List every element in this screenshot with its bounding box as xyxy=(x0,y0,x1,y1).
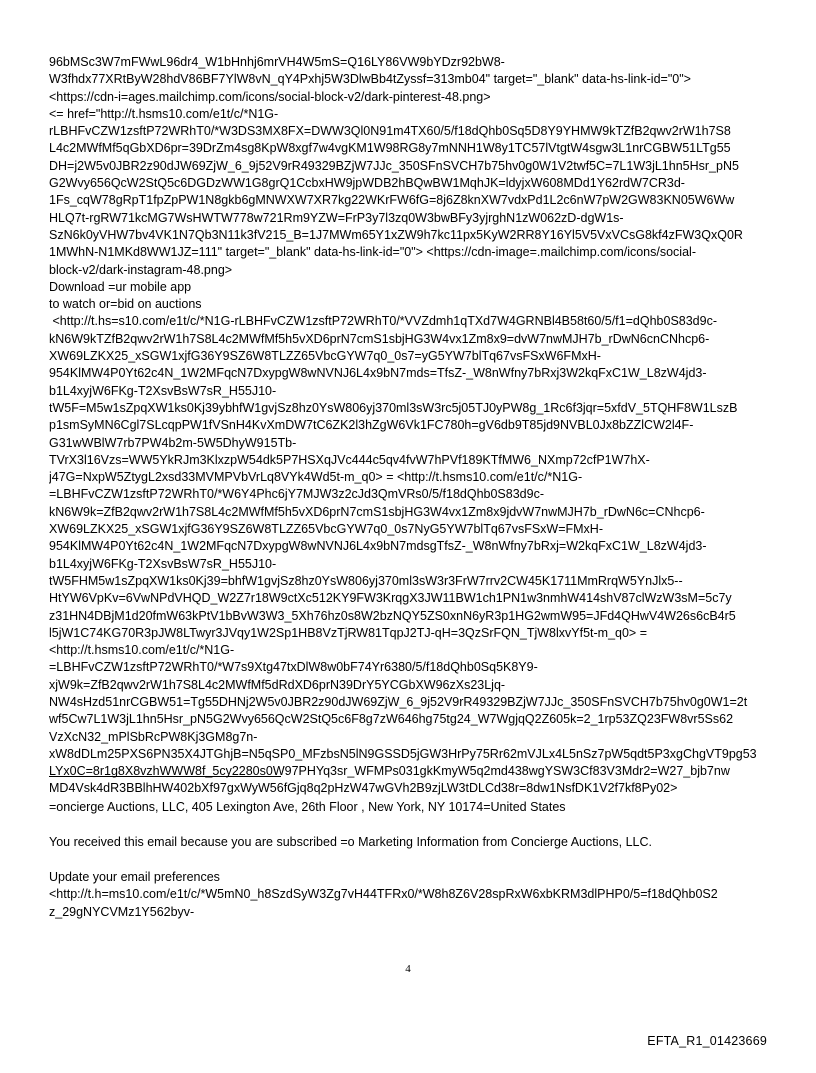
body-line: G2Wvy656QcW2StQ5c6DGDzWW1G8grQ1CcbxHW9jpWDB2hBQwBW1MqhJK=ldyjxW608MDd1Y62rdW7CR3d- xyxy=(49,176,685,191)
subscription-notice: You received this email because you are subscribed =o Marketing Information from Concierge Auctions, LLC. xyxy=(49,835,652,850)
body-line: kN6W9k=ZfB2qwv2rW1h7S8L4c2MWfMf5h5vXD6prN7cmS1sbjHG3W4vx1Zm8x9jdvW7nwMJH7b_rDwN6c=CNhcp6- xyxy=(49,504,705,519)
update-preferences-link: <http://t.h=ms10.com/e1t/c/*W5mN0_h8SzdSyW3Zg7vH44TFRx0/*W8h8Z6V28spRxW6xbKRM3dlPHP0/5=f18dQhb0S2 xyxy=(49,887,718,902)
body-line: G31wWBlW7rb7PW4b2m-5W5DhyW915Tb- xyxy=(49,435,297,450)
body-line: p1smSyMN6Cgl7SLcqpPW1fVSnH4KvXmDW7tC6ZK2l3hZgW6Vk1FC780h=gV6db9T85jd9NVBL0Jx8bZZlCW2l4F- xyxy=(49,418,694,433)
body-line: Download =ur mobile app xyxy=(49,279,192,294)
body-line: l5jW1C74KG70R3pJW8LTwyr3JVqy1W2Sp1HB8VzTjRW81TqpJ2TJ-qH=3QzSrFQN_TjW8lxvYf5t-m_q0> = xyxy=(49,625,648,640)
body-line: TVrX3l16Vzs=WW5YkRJm3KlxzpW54dk5P7HSXqJVc444c5qv4fvW7hPVf189KTfMW6_NXmp72cfP1W7hX- xyxy=(49,452,650,467)
company-address: =oncierge Auctions, LLC, 405 Lexington Ave, 26th Floor , New York, NY 10174=United States xyxy=(49,800,566,814)
footnote-divider xyxy=(49,776,281,777)
body-line: tW5FHM5w1sZpqXW1ks0Kj39=bhfW1gvjSz8hz0YsW806yj370ml3sW3r3FrW7rrv2CW45K1711MmRrqW5YnJlx5-- xyxy=(49,573,683,588)
email-footer xyxy=(49,799,769,921)
body-line: z31HN4DBjM1d20fmW63kPtV1bBvW3W3_5Xh76hz0s8W2bzNQY5ZS0xnN6yR3p1HG2wmW95=JFd4QHwV4W26s6cB4r5 xyxy=(49,608,736,623)
body-line: W3fhdx77XRtByW28hdV86BF7YlW8vN_qY4Pxhj5W3DlwBb4tZyssf=313mb04" target="_blank" data-hs-link-id="0"> xyxy=(49,72,691,87)
email-body-text xyxy=(49,54,769,798)
body-line: to watch or=bid on auctions xyxy=(49,297,202,312)
body-line: 954KlMW4P0Yt62c4N_1W2MFqcN7DxypgW8wNVNJ6L4x9bN7mdsgTfsZ-_W8nWfny7bRxj=W2kqFxC1W_L8zW4jd3- xyxy=(49,539,707,554)
body-line: DH=j2W5v0JBR2z90dJW69ZjW_6_9j52V9rR49329BZjW7JJc_350SFnSVCH7b75hv0g0W1V2twf5C=7L1W3jL1hn5Hsr_pN5 xyxy=(49,158,739,173)
document-id: EFTA_R1_01423669 xyxy=(647,1034,767,1048)
update-preferences-label: Update your email preferences xyxy=(49,870,220,885)
body-line: VzXcN32_mPlSbRcPW8Kj3GM8g7n- xyxy=(49,729,258,744)
body-line: <= href="http://t.hsms10.com/e1t/c/*N1G- xyxy=(49,106,279,121)
body-line: =LBHFvCZW1zsftP72WRhT0/*W7s9Xtg47txDlW8w0bF74Yr6380/5/f18dQhb0Sq5K8Y9- xyxy=(49,660,538,675)
body-line: 1MWhN-N1MKd8WW1JZ=111" target="_blank" data-hs-link-id="0"> <https://cdn-image=.mailchimp.com/icons/social- xyxy=(49,245,696,260)
body-line: SzN6k0yVHW7bv4VK1N7Qb3N11k3fV215_B=1J7MWm65Y1xZW9h7kc11px5KyW2RR8Y16Yl5V5VxVCsG8kf4zFW3QxQ0R xyxy=(49,227,743,242)
body-line: <https://cdn-i=ages.mailchimp.com/icons/social-block-v2/dark-pinterest-48.png> xyxy=(49,89,491,104)
body-line: xjW9k=ZfB2qwv2rW1h7S8L4c2MWfMf5dRdXD6prN39DrY5YCGbXW96zXs23Ljq- xyxy=(49,677,506,692)
body-line: block-v2/dark-instagram-48.png> xyxy=(49,262,233,277)
body-line: <http://t.hs=s10.com/e1t/c/*N1G-rLBHFvCZW1zsftP72WRhT0/*VVZdmh1qTXd7W4GRNBl4B58t60/5/f1=dQhb0S83d9c- xyxy=(49,314,717,329)
body-line: XW69LZKX25_xSGW1xjfG36Y9SZ6W8TLZZ65VbcGYW7q0_0s7NyG5YW7blTq67vsFSxW=FMxH- xyxy=(49,522,603,537)
body-line: LYx0C=8r1g8X8vzhWWW8f_5cy2280s0W97PHYq3sr_WFMPs031gkKmyW5q2md438wgYSW3Cf83V3Mdr2=W27_bjb7nw xyxy=(49,764,730,779)
page-number: 4 xyxy=(405,963,411,975)
body-line: HLQ7t-rgRW71kcMG7WsHWTW778w721Rm9YZW=FrP3y7l3zq0W3bwBFy3yjrghN1zW062zD-dgW1s- xyxy=(49,210,624,225)
body-line: L4c2MWfMf5qGbXD6pr=39DrZm4sg8KpW8xgf7w4vgKM1W98RG8y7mNNH1W8y1TC57lVtgtW4sgw3L1nrCGBW51LTg55 xyxy=(49,141,731,156)
body-line: HtYW6VpKv=6VwNPdVHQD_W2Z7r18W9ctXc512KY9FW3KrqgX3JW11BW1ch1PN1w3nmhW414shV87clWzW3sM=5c7y xyxy=(49,591,732,606)
body-line: kN6W9kTZfB2qwv2rW1h7S8L4c2MWfMf5h5vXD6prN7cmS1sbjHG3W4vx1Zm8x9=dvW7nwMJH7b_rDwN6cnCNhcp6- xyxy=(49,331,710,346)
body-line: xW8dDLm25PXS6PN35X4JTGhjB=N5qSP0_MFzbsN5lN9GSSD5jGW3HrPy75Rr62mVJLx4L5nSz7pW5qdt5P3xgChgVT9pg53 xyxy=(49,746,757,761)
body-line: MD4Vsk4dR3BBlhHW402bXf97gxWyW56fGjq8q2pHzW47wGVh2B9zjLW3tDLCd38r=8dw1NsfDK1V2f7kf8Py02> xyxy=(49,781,678,796)
body-line: <http://t.hsms10.com/e1t/c/*N1G- xyxy=(49,643,235,658)
body-line: tW5F=M5w1sZpqXW1ks0Kj39ybhfW1gvjSz8hz0YsW806yj370ml3sW3rc5j05TJ0yPW8g_1Rc6f3jqr=5xfdV_5TQHF8W1LszB xyxy=(49,400,738,415)
body-line: b1L4xyjW6FKg-T2XsvBsW7sR_H55J10- xyxy=(49,556,277,571)
body-line: wf5Cw7L1W3jL1hn5Hsr_pN5G2Wvy656QcW2StQ5c6F8g7zW646hg75tg24_W7WgjqQ2Z605k=2_1rp53ZQ23FW8vr5Ss62 xyxy=(49,712,734,727)
body-line: j47G=NxpW5ZtygL2xsd33MVMPVbVrLq8VYk4Wd5t-m_q0> = <http://t.hsms10.com/e1t/c/*N1G- xyxy=(49,470,583,485)
body-line: XW69LZKX25_xSGW1xjfG36Y9SZ6W8TLZZ65VbcGYW7q0_0s7=yG5YW7blTq67vsFSxW6FMxH- xyxy=(49,349,601,364)
body-line: 954KlMW4P0Yt62c4N_1W2MFqcN7DxypgW8wNVNJ6L4x9bN7mds=TfsZ-_W8nWfny7bRxj3W2kqFxC1W_L8zW4jd3- xyxy=(49,366,707,381)
body-line: 1Fs_cqW78gRpT1fpZpPW1N8gkb6gMNWXW7XR7kg22WKrFW6fG=8j6Z8knXW7vdxPd1L2c6nW7pW2GW83KN05W6Ww xyxy=(49,193,735,208)
body-line: 96bMSc3W7mFWwL96dr4_W1bHnhj6mrVH4W5mS=Q16LY86VW9bYDzr92bW8- xyxy=(49,55,505,69)
body-line: rLBHFvCZW1zsftP72WRhT0/*W3DS3MX8FX=DWW3Ql0N91m4TX60/5/f18dQhb0Sq5D8Y9YHMW9kTZfB2qwv2rW1h7S8 xyxy=(49,124,731,139)
body-line: b1L4xyjW6FKg-T2XsvBsW7sR_H55J10- xyxy=(49,383,277,398)
body-line: =LBHFvCZW1zsftP72WRhT0/*W6Y4Phc6jY7MJW3z2cJd3QmVRs0/5/f18dQhb0S83d9c- xyxy=(49,487,544,502)
update-preferences-link: z_29gNYCVMz1Y562byv- xyxy=(49,904,195,919)
body-line: NW4sHzd51nrCGBW51=Tg55DHNj2W5v0JBR2z90dJW69ZjW_6_9j52V9rR49329BZjW7JJc_350SFnSVCH7b75hv0g0W1=2t xyxy=(49,694,748,709)
